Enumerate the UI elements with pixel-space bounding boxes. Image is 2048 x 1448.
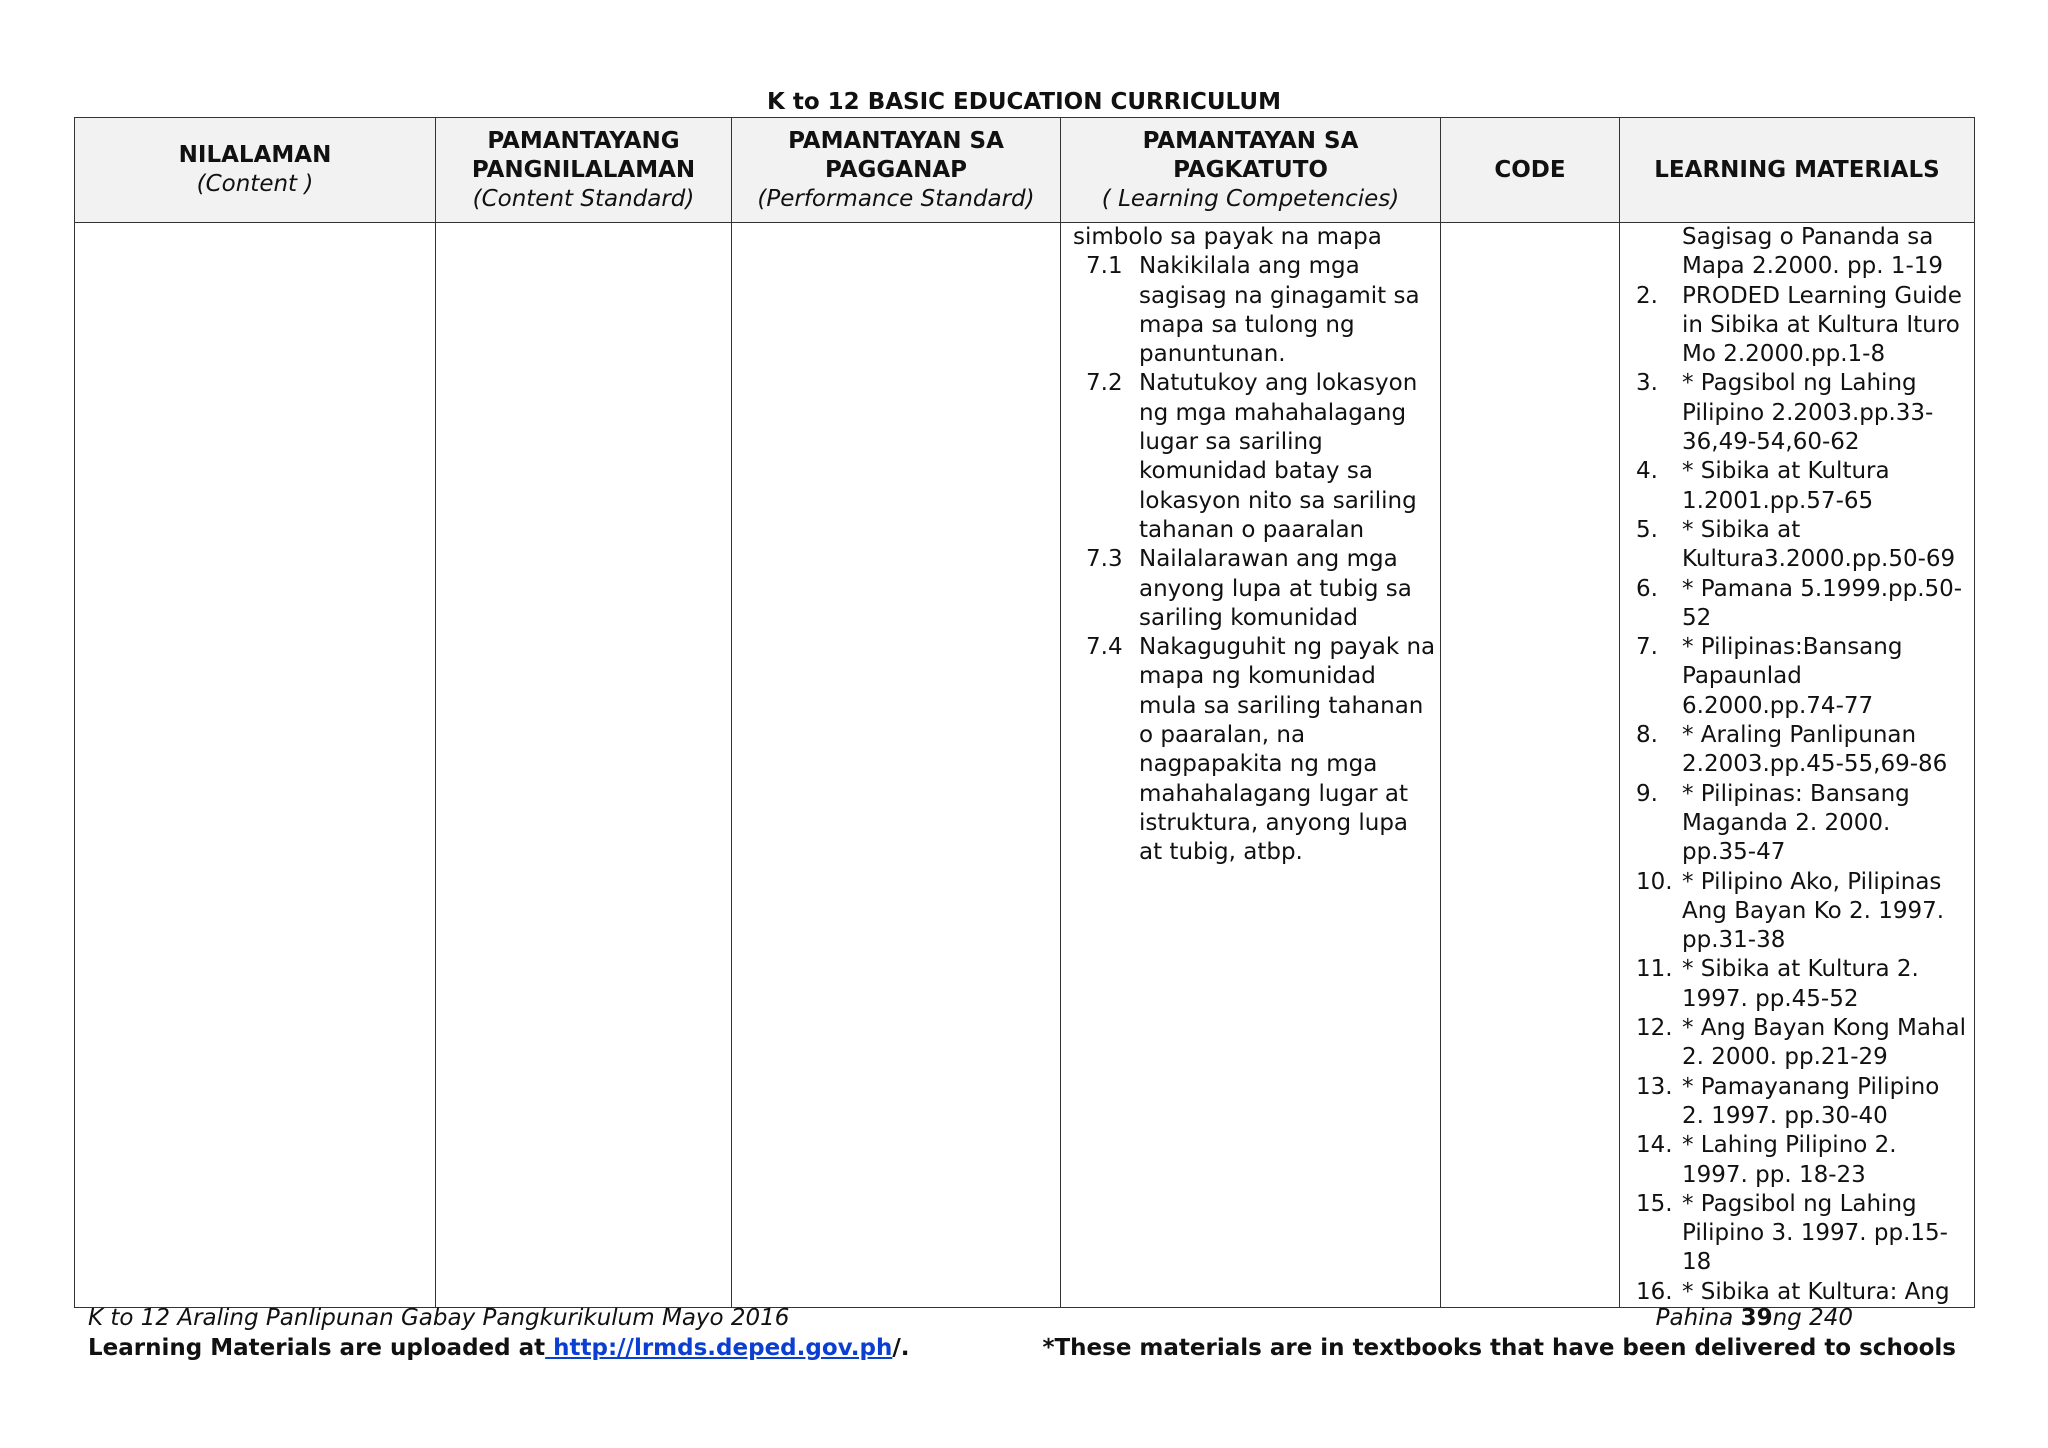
page-total: ng 240	[1772, 1305, 1853, 1331]
material-item	[1636, 633, 1966, 721]
page-footer	[88, 1303, 909, 1363]
upload-notice	[88, 1333, 909, 1363]
competency-item	[1073, 545, 1436, 633]
competencies-cell	[1061, 223, 1441, 1308]
material-text: * Ang Bayan Kong Mahal 2. 2000. pp.21-29	[1682, 1015, 1966, 1071]
material-item	[1636, 1131, 1966, 1190]
material-item	[1636, 369, 1966, 457]
column-header-learning-materials	[1620, 118, 1975, 223]
column-title: PAMANTAYAN SA PAGGANAP	[788, 127, 1004, 183]
material-text: * Pagsibol ng Lahing Pilipino 3. 1997. pp.15-18	[1682, 1190, 1948, 1276]
column-title: LEARNING MATERIALS	[1654, 156, 1940, 183]
content-standard-cell	[436, 223, 732, 1308]
page-label: Pahina	[1655, 1305, 1741, 1331]
competency-item	[1073, 633, 1436, 867]
performance-standard-cell	[732, 223, 1061, 1308]
page-number: 39	[1740, 1305, 1773, 1331]
material-text: * Sibika at Kultura 2. 1997. pp.45-52	[1682, 956, 1919, 1012]
material-number: 16.	[1636, 1278, 1673, 1305]
material-lead-text: Sagisag o Pananda sa Mapa 2.2000. pp. 1-19	[1682, 224, 1944, 280]
column-subtitle: ( Learning Competencies)	[1101, 185, 1400, 212]
competency-number: 7.3	[1086, 546, 1123, 573]
competency-number: 7.2	[1086, 370, 1123, 397]
code-cell	[1441, 223, 1620, 1308]
material-number: 3.	[1636, 370, 1658, 397]
competency-text: Nailalarawan ang mga anyong lupa at tubig sa sariling komunidad	[1139, 546, 1412, 631]
material-item	[1636, 1190, 1966, 1278]
column-subtitle: (Content )	[196, 171, 314, 197]
lrmds-link[interactable]: http://lrmds.deped.gov.ph	[545, 1335, 893, 1361]
material-item	[1636, 868, 1966, 956]
material-text: PRODED Learning Guide in Sibika at Kultura Ituro Mo 2.2000.pp.1-8	[1682, 282, 1962, 368]
material-number: 6.	[1636, 575, 1658, 602]
competency-lead-text: simbolo sa payak na mapa	[1073, 224, 1382, 250]
competency-item	[1073, 252, 1436, 369]
column-header-performance-standard	[732, 118, 1061, 223]
material-item	[1636, 575, 1966, 634]
material-number: 4.	[1636, 458, 1658, 485]
page-number-label	[1656, 1303, 1853, 1333]
material-number: 13.	[1636, 1073, 1673, 1100]
column-header-content	[75, 118, 436, 223]
material-number: 8.	[1636, 722, 1658, 749]
upload-notice-suffix: /.	[892, 1335, 910, 1361]
table-header-row	[75, 118, 1975, 223]
learning-materials-cell	[1620, 223, 1975, 1308]
curriculum-table	[74, 117, 1975, 1308]
curriculum-guide-label: K to 12 Araling Panlipunan Gabay Pangkurikulum Mayo 2016	[88, 1305, 790, 1331]
material-text: * Sibika at Kultura 1.2001.pp.57-65	[1682, 458, 1890, 514]
material-number: 7.	[1636, 634, 1658, 661]
material-number: 12.	[1636, 1015, 1673, 1042]
material-number: 2.	[1636, 282, 1658, 309]
material-item	[1636, 1073, 1966, 1132]
material-item	[1636, 282, 1966, 370]
table-row	[75, 223, 1975, 1308]
material-text: * Lahing Pilipino 2. 1997. pp. 18-23	[1682, 1132, 1897, 1188]
material-text: * Sibika at Kultura: Ang	[1682, 1278, 1950, 1305]
material-item	[1636, 516, 1966, 575]
column-header-content-standard	[436, 118, 732, 223]
material-item	[1636, 780, 1966, 868]
column-header-code	[1441, 118, 1620, 223]
competency-item	[1073, 369, 1436, 545]
material-text: * Pamana 5.1999.pp.50-52	[1682, 575, 1963, 631]
material-item	[1636, 955, 1966, 1014]
column-title: CODE	[1494, 156, 1566, 183]
material-number: 9.	[1636, 780, 1658, 807]
upload-notice-text: Learning Materials are uploaded at	[88, 1335, 546, 1361]
material-number: 5.	[1636, 516, 1658, 543]
material-number: 11.	[1636, 956, 1673, 983]
material-number: 15.	[1636, 1190, 1673, 1217]
competency-text: Nakikilala ang mga sagisag na ginagamit sa mapa sa tulong ng panuntunan.	[1139, 253, 1420, 368]
material-item	[1636, 457, 1966, 516]
material-item	[1636, 721, 1966, 780]
material-text: * Pilipinas: Bansang Maganda 2. 2000. pp.35-47	[1682, 780, 1910, 866]
material-text: * Sibika at Kultura3.2000.pp.50-69	[1682, 516, 1956, 573]
material-number: 14.	[1636, 1132, 1673, 1159]
material-text: * Pagsibol ng Lahing Pilipino 2.2003.pp.33-36,49-54,60-62	[1682, 370, 1934, 456]
competency-number: 7.1	[1086, 253, 1123, 280]
column-subtitle: (Content Standard)	[472, 185, 695, 212]
competency-number: 7.4	[1086, 634, 1123, 661]
material-text: * Pamayanang Pilipino 2. 1997. pp.30-40	[1682, 1073, 1940, 1129]
material-text: * Pilipino Ako, Pilipinas Ang Bayan Ko 2. 1997. pp.31-38	[1682, 868, 1945, 954]
column-header-learning-competencies	[1061, 118, 1441, 223]
content-cell	[75, 223, 436, 1308]
competency-text: Nakaguguhit ng payak na mapa ng komunidad mula sa sariling tahanan o paaralan, na nagpapakita ng mga mahahalagang lugar at istruktura, anyong lupa at tubig, atbp.	[1139, 634, 1436, 866]
column-title: PAMANTAYAN SA PAGKATUTO	[1142, 127, 1359, 183]
material-number: 10.	[1636, 868, 1673, 895]
column-title: NILALAMAN	[178, 142, 332, 168]
column-subtitle: (Performance Standard)	[757, 185, 1035, 212]
material-item	[1636, 1014, 1966, 1073]
material-text: * Pilipinas:Bansang Papaunlad 6.2000.pp.74-77	[1682, 634, 1903, 719]
competency-text: Natutukoy ang lokasyon ng mga mahahalagang lugar sa sariling komunidad batay sa lokasyon nito sa sariling tahanan o paaralan	[1139, 370, 1418, 543]
material-text: * Araling Panlipunan 2.2003.pp.45-55,69-86	[1682, 722, 1948, 778]
textbook-delivery-note: *These materials are in textbooks that have been delivered to schools	[1042, 1335, 1956, 1361]
document-title: K to 12 BASIC EDUCATION CURRICULUM	[767, 89, 1281, 115]
column-title: PAMANTAYANG PANGNILALAMAN	[471, 127, 696, 183]
